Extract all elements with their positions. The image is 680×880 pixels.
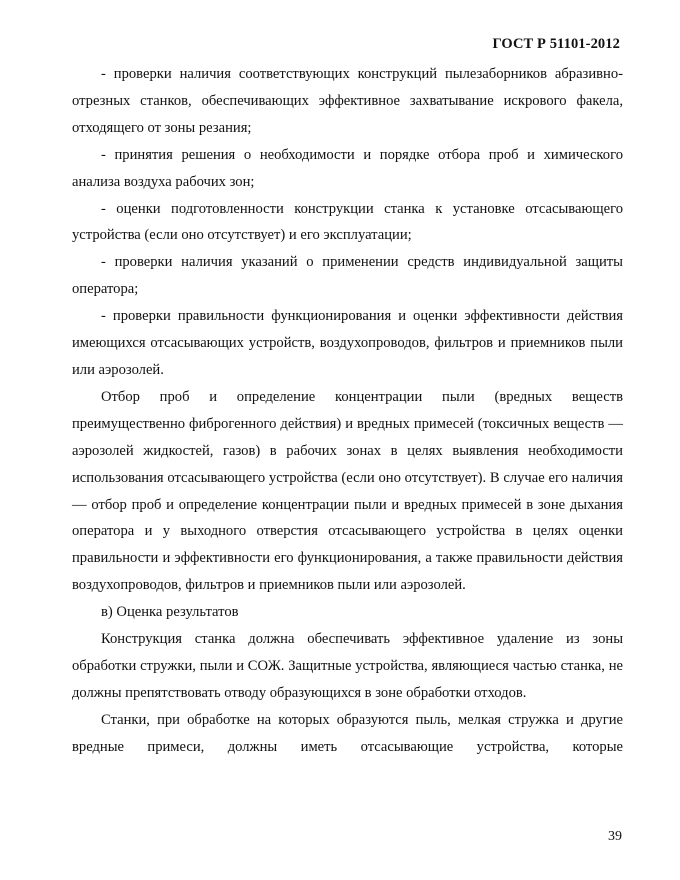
section-heading-evaluation: в) Оценка результатов bbox=[101, 604, 239, 621]
paragraph-bullet-readiness: - оценки подготовленности конструкции станка к установке отсасывающего устройства (если оно отсутствует) и его эксплуатации; bbox=[72, 200, 623, 244]
paragraph-bullet-suction-check: - проверки наличия соответствующих конструкций пылезаборников абразивно-отрезных станков, обеспечивающих эффективное захватывание искрового факела, отходящего от зоны резания; bbox=[72, 66, 623, 136]
standard-code-header: ГОСТ Р 51101-2012 bbox=[492, 36, 620, 52]
paragraph-bullet-sampling-decision: - принятия решения о необходимости и порядке отбора проб и химического анализа воздуха рабочих зон; bbox=[72, 146, 623, 190]
page-number: 39 bbox=[608, 829, 622, 844]
document-body bbox=[72, 61, 623, 761]
paragraph-machines-suction: Станки, при обработке на которых образуются пыль, мелкая стружка и другие вредные примеси, должны иметь отсасывающие устройства, которые bbox=[72, 711, 623, 755]
paragraph-machine-design: Конструкция станка должна обеспечивать эффективное удаление из зоны обработки стружки, пыли и СОЖ. Защитные устройства, являющиеся частью станка, не должны препятствовать отводу образующихся в зоне обработки отходов. bbox=[72, 631, 623, 701]
paragraph-bullet-functioning: - проверки правильности функционирования и оценки эффективности действия имеющихся отсасывающих устройств, воздухопроводов, фильтров и приемников пыли или аэрозолей. bbox=[72, 308, 623, 378]
paragraph-sampling: Отбор проб и определение концентрации пыли (вредных веществ преимущественно фиброгенного действия) и вредных примесей (токсичных веществ — аэрозолей жидкостей, газов) в рабочих зонах в целях выявления необходимости использования отсасывающего устройства (если оно отсутствует). В случае его наличия — отбор проб и определение концентрации пыли и вредных примесей в зоне дыхания оператора и у выходного отверстия отсасывающего устройства в целях оценки правильности и эффективности его функционирования, а также правильности действия воздухопроводов, фильтров и приемников пыли или аэрозолей. bbox=[72, 388, 623, 594]
paragraph-bullet-ppe: - проверки наличия указаний о применении средств индивидуальной защиты оператора; bbox=[72, 254, 623, 298]
